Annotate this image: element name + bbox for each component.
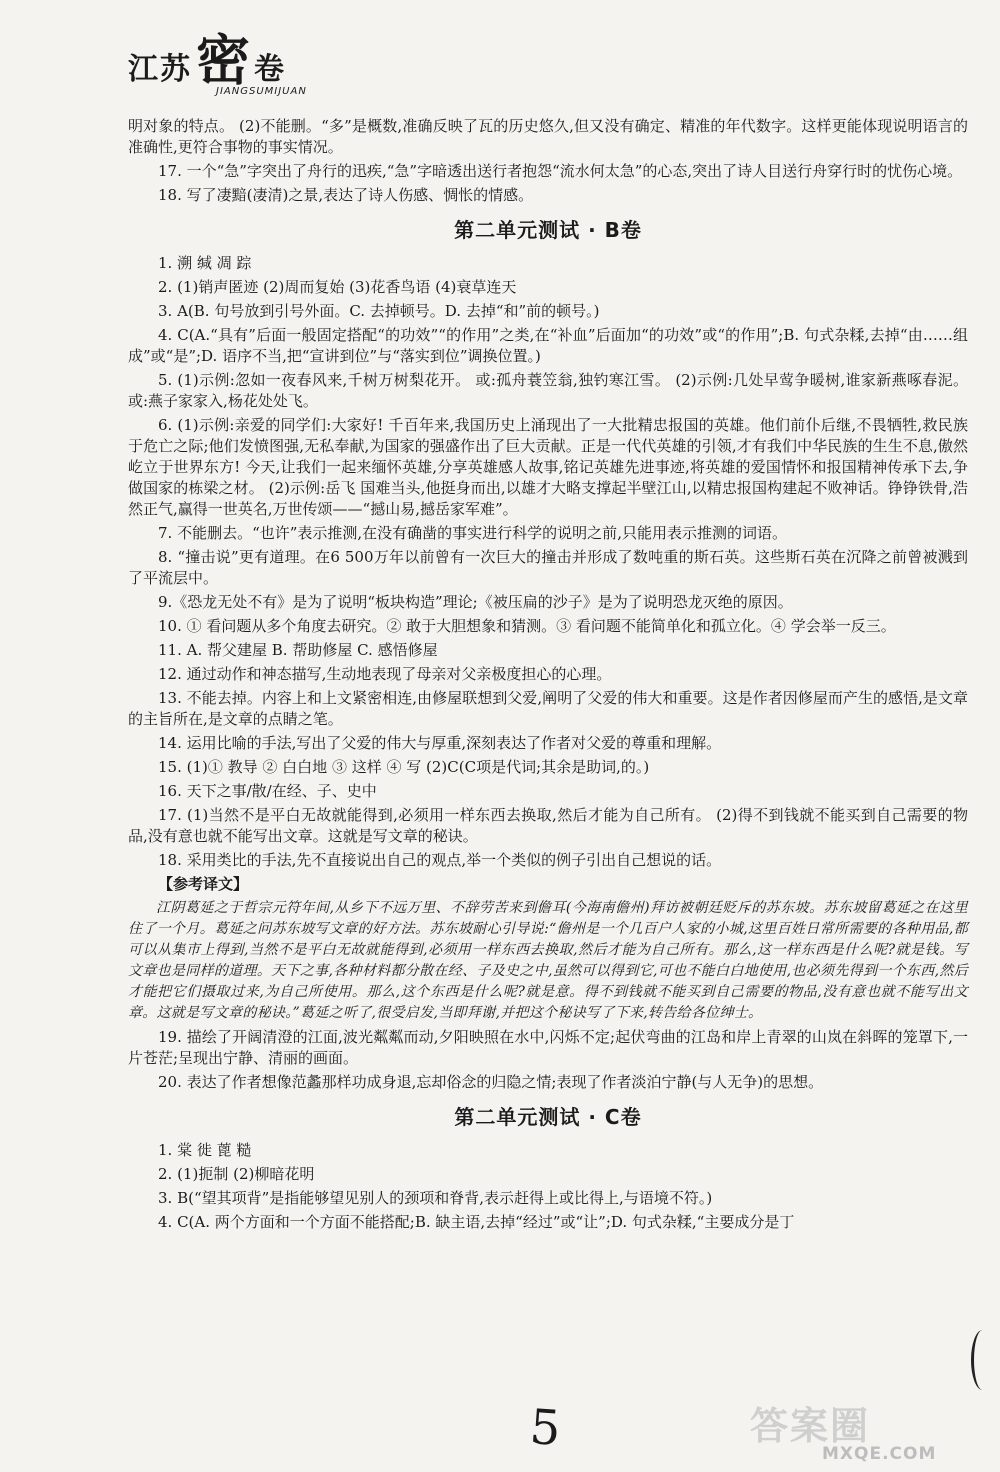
answer-item: 20. 表达了作者想像范蠡那样功成身退,忘却俗念的归隐之情;表现了作者淡泊宁静(与人无争)的思想。 (158, 1073, 824, 1091)
watermark-url: MXQE.COM (822, 1444, 937, 1464)
answer-item: 17. (1)当然不是平白无故就能得到,必须用一样东西去换取,然后才能为自己所有。 (2)得不到钱就不能买到自己需要的物品,没有意也就不能写出文章。这就是写文章的秘诀。 (128, 806, 968, 845)
answer-item: 15. (1)① 教导 ② 白白地 ③ 这样 ④ 写 (2)C(C项是代词;其余是助词,的。) (158, 758, 650, 776)
watermark-logo: 答案圈 (750, 1404, 871, 1448)
answer-item: 8. “撞击说”更有道理。在6 500万年以前曾有一次巨大的撞击并形成了数吨重的斯石英。这些斯石英在沉降之前曾被溅到了平流层中。 (128, 548, 968, 587)
answer-item: 14. 运用比喻的手法,写出了父爱的伟大与厚重,深刻表达了作者对父爱的尊重和理解。 (158, 734, 722, 752)
answer-item: 7. 不能删去。“也许”表示推测,在没有确凿的事实进行科学的说明之前,只能用表示推测的词语。 (158, 524, 787, 542)
reference-translation-title: 【参考译文】 (158, 875, 249, 893)
intro-line: 明对象的特点。 (2)不能删。“多”是概数,准确反映了瓦的历史悠久,但又没有确定、精准的年代数字。这样更能体现说明语言的准确性,更符合事物的事实情况。 (128, 117, 968, 156)
watermark (750, 1395, 980, 1465)
intro-line: 18. 写了凄黯(凄清)之景,表达了诗人伤感、惆怅的情感。 (158, 186, 534, 204)
answer-item: 19. 描绘了开阔清澄的江面,波光粼粼而动,夕阳映照在水中,闪烁不定;起伏弯曲的江岛和岸上青翠的山岚在斜晖的笼罩下,一片苍茫;呈现出宁静、清丽的画面。 (128, 1028, 968, 1067)
answer-item: 13. 不能去掉。内容上和上文紧密相连,由修屋联想到父爱,阐明了父爱的伟大和重要。这是作者因修屋而产生的感悟,是文章的主旨所在,是文章的点睛之笔。 (128, 689, 968, 728)
answer-item: 3. A(B. 句号放到引号外面。C. 去掉顿号。D. 去掉“和”前的顿号。) (158, 302, 600, 320)
answer-item: 18. 采用类比的手法,先不直接说出自己的观点,举一个类似的例子引出自己想说的话。 (158, 851, 722, 869)
reference-translation: 江阴葛延之于哲宗元符年间,从乡下不远万里、不辞劳苦来到儋耳(今海南儋州)拜访被朝廷贬斥的苏东坡。苏东坡留葛延之在这里住了一个月。葛延之问苏东坡写文章的好方法。苏东坡耐心引导说:“儋州是一个几百户人家的小城,这里百姓日常所需要的各种用品,都可以从集市上得到,当然不是平白无故就能得到,必须用一样东西去换取,然后才能为自己所有。那么,这一样东西是什么呢?就是钱。写文章也是同样的道理。天下之事,各种材料都分散在经、子及史之中,虽然可以得到它,可也不能白白地使用,也必须先得到一个东西,然后才能把它们摄取过来,为自己所使用。那么,这个东西是什么呢?就是意。得不到钱就不能买到自己需要的物品,没有意也就不能写出文章。这就是写文章的秘诀。”葛延之听了,很受启发,当即拜谢,并把这个秘诀写了下来,转告给各位绅士。 (128, 900, 968, 1021)
answer-item: 11. A. 帮父建屋 B. 帮助修屋 C. 感悟修屋 (158, 641, 438, 659)
handwritten-page-number: 5 (528, 1399, 563, 1457)
answer-item: 12. 通过动作和神态描写,生动地表现了母亲对父亲极度担心的心理。 (158, 665, 612, 683)
page-edge-mark (971, 1330, 994, 1390)
answer-item: 5. (1)示例:忽如一夜春风来,千树万树梨花开。 或:孤舟蓑笠翁,独钓寒江雪。 (2)示例:几处早莺争暖树,谁家新燕啄春泥。 或:燕子家家入,杨花处处飞。 (128, 371, 968, 410)
answer-item: 1. 溯 缄 凋 踪 (158, 254, 252, 272)
page-header (128, 28, 307, 106)
answer-item: 9.《恐龙无处不有》是为了说明“板块构造”理论;《被压扁的沙子》是为了说明恐龙灭绝的原因。 (158, 593, 793, 611)
answer-item: 6. (1)示例:亲爱的同学们:大家好! 千百年来,我国历史上涌现出了一大批精忠报国的英雄。他们前仆后继,不畏牺牲,救民族于危亡之际;他们发愤图强,无私奉献,为国家的强盛作出了巨大贡献。正是一代代英雄的引领,才有我们中华民族的生生不息,傲然屹立于世界东方! 今天,让我们一起来缅怀英雄,分享英雄感人故事,铭记英雄先进事迹,将英雄的爱国情怀和报国精神传承下去,争做国家的栋梁之材。 (2)示例:岳飞 国难当头,他挺身而出,以雄才大略支撑起半壁江山,以精忠报国构建起不败神话。铮铮铁骨,浩然正气,赢得一世英名,万世传颂——“撼山易,撼岳家军难”。 (128, 416, 968, 518)
brand-right: 卷 (254, 51, 286, 87)
answer-item: 4. C(A. 两个方面和一个方面不能搭配;B. 缺主语,去掉“经过”或“让”;D. 句式杂糅,“主要成分是丁 (158, 1213, 795, 1231)
brand-left: 江苏 (128, 51, 192, 87)
answer-item: 4. C(A.“具有”后面一般固定搭配“的功效”“的作用”之类,在“补血”后面加“的功效”或“的作用”;B. 句式杂糅,去掉“由……组成”或“是”;D. 语序不当,把“宣讲到位”与“落实到位”调换位置。) (128, 326, 968, 365)
brand-pinyin: JIANGSUMIJUAN (216, 85, 307, 97)
answer-item: 1. 棠 徙 蓖 糙 (158, 1141, 252, 1159)
answer-item: 16. 天下之事/散/在经、子、史中 (158, 782, 377, 800)
brand-big: 密 (196, 28, 250, 92)
answer-item: 2. (1)扼制 (2)柳暗花明 (158, 1165, 315, 1183)
answer-item: 10. ① 看问题从多个角度去研究。② 敢于大胆想象和猜测。③ 看问题不能简单化和孤立化。④ 学会举一反三。 (158, 617, 896, 635)
answer-item: 2. (1)销声匿迹 (2)周而复始 (3)花香鸟语 (4)衰草连天 (158, 278, 517, 296)
intro-line: 17. 一个“急”字突出了舟行的迅疾,“急”字暗透出送行者抱怨“流水何太急”的心态,突出了诗人目送行舟穿行时的忧伤心境。 (158, 162, 963, 180)
answer-content (128, 116, 968, 1236)
section-title-b: 第二单元测试 · B卷 (454, 218, 642, 242)
section-title-c: 第二单元测试 · C卷 (454, 1105, 642, 1129)
answer-item: 3. B(“望其项背”是指能够望见别人的颈项和脊背,表示赶得上或比得上,与语境不符。) (158, 1189, 713, 1207)
